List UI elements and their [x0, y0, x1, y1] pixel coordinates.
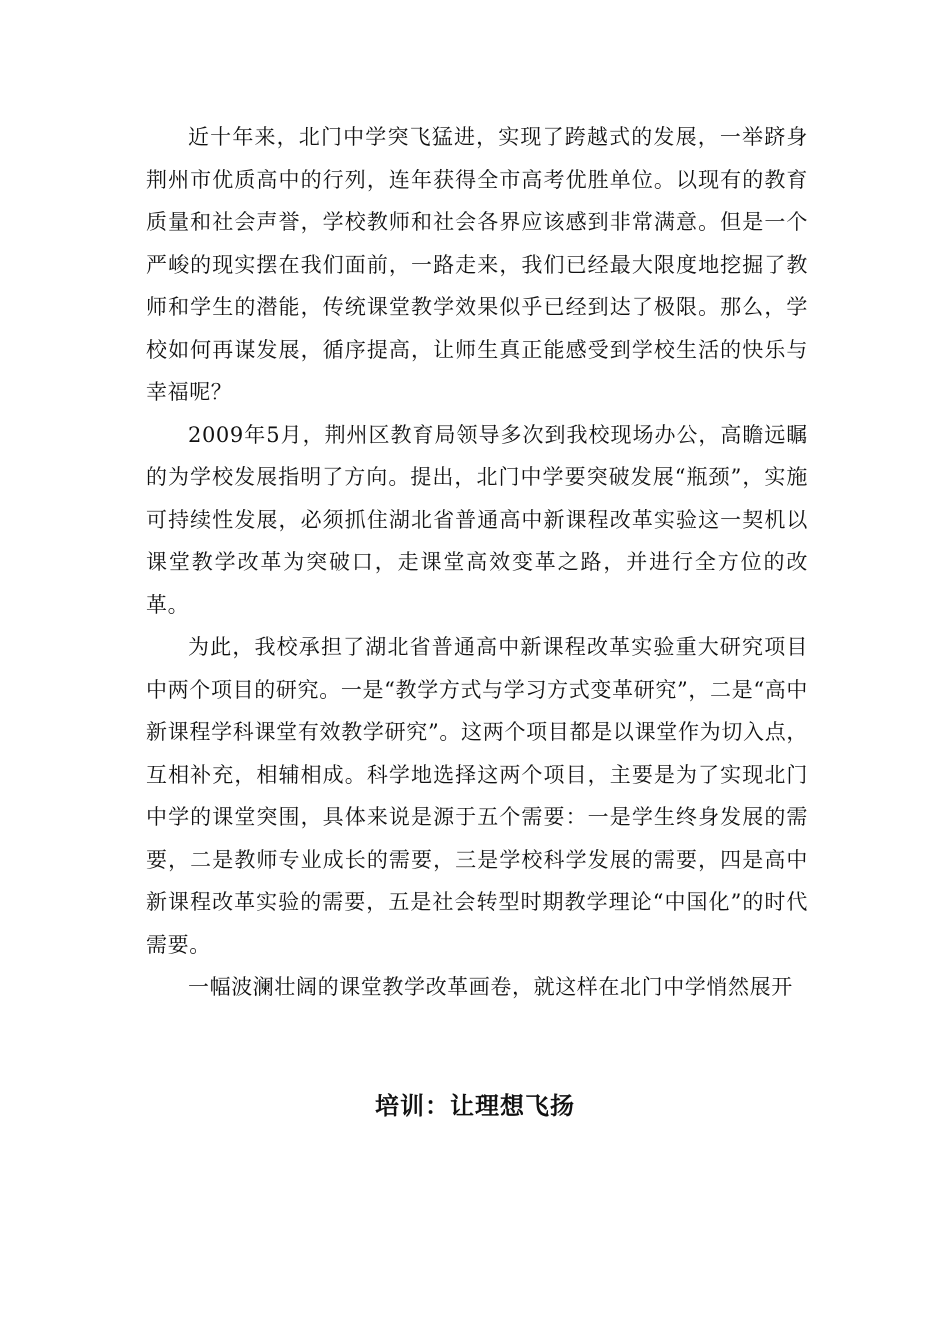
paragraph-1: 近十年来，北门中学突飞猛进，实现了跨越式的发展，一举跻身荆州市优质高中的行列，连年获得全市高考优胜单位。以现有的教育质量和社会声誉，学校教师和社会各界应该感到非常满意。但是一个严峻的现实摆在我们面前，一路走来，我们已经最大限度地挖掘了教师和学生的潜能，传统课堂教学效果似乎已经到达了极限。那么，学校如何再谋发展，循序提高，让师生真正能感受到学校生活的快乐与幸福呢？ — [146, 125, 808, 404]
body-text — [146, 116, 808, 1009]
paragraph-4: 一幅波澜壮阔的课堂教学改革画卷，就这样在北门中学悄然展开 — [188, 975, 793, 999]
paragraph-2: 2009年5月，荆州区教育局领导多次到我校现场办公，高瞻远瞩的为学校发展指明了方向。提出，北门中学要突破发展“瓶颈”，实施可持续性发展，必须抓住湖北省普通高中新课程改革实验这一契机以课堂教学改革为突破口，走课堂高效变革之路，并进行全方位的改革。 — [146, 422, 808, 617]
section-heading: 培训：让理想飞扬 — [375, 1092, 575, 1120]
paragraph-3: 为此，我校承担了湖北省普通高中新课程改革实验重大研究项目中两个项目的研究。一是“教学方式与学习方式变革研究”，二是“高中新课程学科课堂有效教学研究”。这两个项目都是以课堂作为切入点，互相补充，相辅相成。科学地选择这两个项目，主要是为了实现北门中学的课堂突围，具体来说是源于五个需要：一是学生终身发展的需要，二是教师专业成长的需要，三是学校科学发展的需要，四是高中新课程改革实验的需要，五是社会转型时期教学理论“中国化”的时代需要。 — [146, 635, 808, 957]
